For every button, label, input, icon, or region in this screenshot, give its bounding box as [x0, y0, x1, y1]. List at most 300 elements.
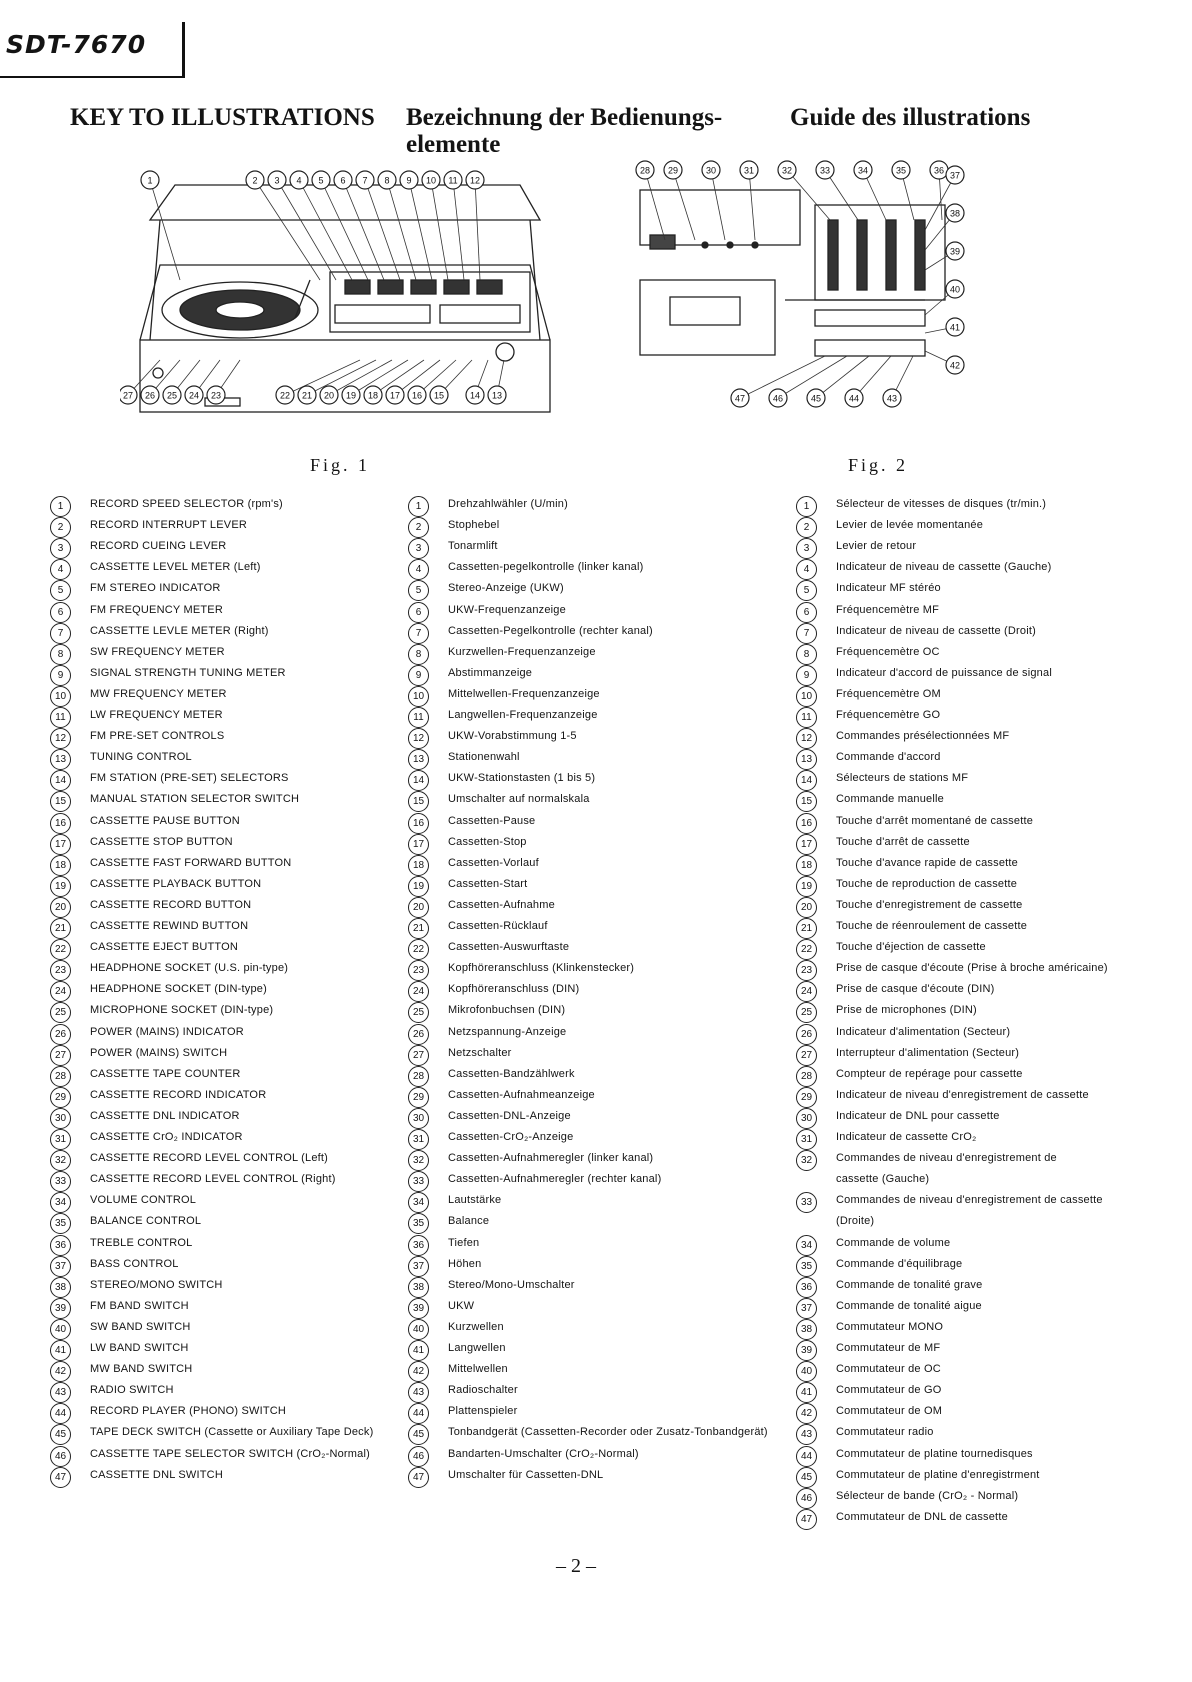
legend-label: CASSETTE EJECT BUTTON — [90, 941, 239, 954]
legend-number: 37 — [796, 1298, 817, 1319]
legend-number: 38 — [50, 1277, 71, 1298]
legend-label: VOLUME CONTROL — [90, 1194, 197, 1207]
legend-number: 32 — [796, 1150, 817, 1171]
callout-label: 20 — [323, 390, 335, 401]
legend-label: UKW-Stationstasten (1 bis 5) — [448, 772, 596, 785]
legend-number: 20 — [796, 897, 817, 918]
legend-number: 1 — [408, 496, 429, 517]
legend-label: Commutateur de DNL de cassette — [836, 1510, 1008, 1523]
legend-label: POWER (MAINS) SWITCH — [90, 1046, 228, 1059]
legend-number: 12 — [796, 728, 817, 749]
legend-label: Cassetten-Pegelkontrolle (rechter kanal) — [448, 624, 653, 637]
legend-number: 4 — [408, 559, 429, 580]
legend-label: CASSETTE DNL SWITCH — [90, 1468, 223, 1481]
callout-label: 19 — [345, 390, 357, 401]
callout-leader — [749, 170, 755, 240]
legend-number: 35 — [50, 1213, 71, 1234]
legend-number: 20 — [50, 897, 71, 918]
callout-leader — [711, 170, 725, 240]
legend-label: Mittelwellen — [448, 1363, 508, 1376]
legend-label: Bandarten-Umschalter (CrO₂-Normal) — [448, 1447, 639, 1460]
legend-label: Commutateur de MF — [836, 1342, 941, 1354]
callout-leader — [475, 180, 480, 280]
legend-label: Mikrofonbuchsen (DIN) — [448, 1004, 566, 1017]
legend-number: 3 — [50, 538, 71, 559]
legend-number: 3 — [796, 538, 817, 559]
legend-number: 8 — [408, 644, 429, 665]
legend-number: 31 — [408, 1129, 429, 1150]
callout-label: 37 — [949, 170, 961, 181]
legend-label: HEADPHONE SOCKET (DIN-type) — [90, 983, 267, 996]
legend-label: Cassetten-CrO₂-Anzeige — [448, 1131, 574, 1143]
legend-number: 11 — [408, 707, 429, 728]
legend-label: Commande de tonalité grave — [836, 1278, 983, 1291]
legend-label: Commandes de niveau d'enregistrement de cassette — [836, 1194, 1103, 1207]
legend-label: Commutateur radio — [836, 1426, 934, 1439]
figure-1-caption: Fig. 1 — [310, 455, 371, 475]
legend-number: 1 — [796, 496, 817, 517]
legend-label: Touche d'arrêt momentané de cassette — [836, 814, 1034, 827]
legend-number: 3 — [408, 538, 429, 559]
legend-number: 15 — [408, 791, 429, 812]
legend-number: 40 — [50, 1319, 71, 1340]
legend-label: CASSETTE STOP BUTTON — [90, 835, 233, 848]
legend-label: CASSETTE RECORD INDICATOR — [90, 1088, 267, 1101]
legend-label: RECORD CUEING LEVER — [90, 540, 227, 553]
heading-german-line1: Bezeichnung der Bedienungs- — [406, 104, 723, 131]
legend-label: Indicateur de niveau de cassette (Droit) — [836, 624, 1036, 637]
legend-label: Indicateur de niveau d'enregistrement de cassette — [836, 1088, 1089, 1101]
legend-number: 10 — [796, 686, 817, 707]
legend-label: Compteur de repérage pour cassette — [836, 1067, 1023, 1080]
callout-label: 43 — [886, 393, 898, 404]
legend-label: Abstimmanzeige — [448, 666, 533, 679]
legend-number: 22 — [796, 939, 817, 960]
legend-number: 31 — [50, 1129, 71, 1150]
legend-label: Commandes présélectionnées MF — [836, 730, 1010, 743]
legend-label: Levier de levée momentanée — [836, 519, 984, 532]
legend-label: Commutateur de GO — [836, 1384, 942, 1397]
callout-leader — [365, 180, 400, 280]
callout-label: 45 — [810, 393, 822, 404]
legend-number: 6 — [408, 602, 429, 623]
legend-number: 5 — [50, 580, 71, 601]
legend-number: 14 — [408, 770, 429, 791]
legend-number: 5 — [408, 580, 429, 601]
legend-number: 30 — [408, 1108, 429, 1129]
callout-label: 16 — [411, 390, 423, 401]
legend-number: 42 — [50, 1361, 71, 1382]
legend-number: 4 — [50, 559, 71, 580]
callout-label: 8 — [384, 175, 390, 186]
legend-number: 25 — [50, 1002, 71, 1023]
legend-number: 29 — [796, 1087, 817, 1108]
legend-label: RADIO SWITCH — [90, 1384, 174, 1397]
legend-number: 15 — [796, 791, 817, 812]
legend-number: 44 — [408, 1403, 429, 1424]
callout-label: 44 — [848, 393, 860, 404]
legend-number: 13 — [408, 749, 429, 770]
callout-label: 31 — [743, 165, 755, 176]
legend-number: 36 — [408, 1235, 429, 1256]
legend-number: 37 — [408, 1256, 429, 1277]
legend-number: 29 — [50, 1087, 71, 1108]
callout-label: 32 — [781, 165, 793, 176]
legend-number: 28 — [408, 1066, 429, 1087]
legend-label: Kopfhöreranschluss (DIN) — [448, 983, 580, 996]
callout-label: 15 — [433, 390, 445, 401]
legend-label: Kurzwellen-Frequenzanzeige — [448, 645, 596, 658]
callout-label: 40 — [949, 284, 961, 295]
legend-label: Mittelwellen-Frequenzanzeige — [448, 687, 600, 700]
legend-label: Fréquencemètre MF — [836, 603, 940, 616]
legend-number: 46 — [50, 1446, 71, 1467]
callout-label: 17 — [389, 390, 401, 401]
legend-number: 35 — [796, 1256, 817, 1277]
legend-number: 13 — [796, 749, 817, 770]
legend-number: 9 — [408, 665, 429, 686]
legend-number: 21 — [408, 918, 429, 939]
callout-label: 5 — [318, 175, 324, 186]
legend-label: RECORD INTERRUPT LEVER — [90, 519, 247, 532]
legend-label: CASSETTE TAPE SELECTOR SWITCH (CrO₂-Normal) — [90, 1447, 370, 1460]
legend-number: 45 — [408, 1424, 429, 1445]
legend-number: 17 — [796, 834, 817, 855]
legend-label: Prise de casque d'écoute (DIN) — [836, 983, 995, 996]
legend-label: Commutateur de OC — [836, 1363, 941, 1376]
legend-label: Prise de casque d'écoute (Prise à broche américaine) — [836, 962, 1108, 975]
legend-label: Sélecteurs de stations MF — [836, 772, 969, 785]
legend-number: 32 — [408, 1150, 429, 1171]
legend-label: Cassetten-Bandzählwerk — [448, 1067, 575, 1080]
fig2-source-switches — [815, 340, 925, 356]
legend-number: 18 — [50, 855, 71, 876]
legend-number: 10 — [408, 686, 429, 707]
legend-number: 6 — [796, 602, 817, 623]
callout-label: 29 — [667, 165, 679, 176]
legend-number: 7 — [50, 623, 71, 644]
legend-label: Cassetten-Aufnahme — [448, 898, 555, 911]
callout-label: 41 — [949, 322, 961, 333]
legend-label: Cassetten-Aufnahmeregler (linker kanal) — [448, 1152, 654, 1165]
legend-number: 42 — [796, 1403, 817, 1424]
legend-number: 43 — [796, 1424, 817, 1445]
callout-label: 14 — [469, 390, 481, 401]
legend-number: 17 — [50, 834, 71, 855]
legend-number: 34 — [796, 1235, 817, 1256]
legend-label: SW FREQUENCY METER — [90, 645, 225, 658]
legend-number: 25 — [796, 1002, 817, 1023]
legend-label: Cassetten-pegelkontrolle (linker kanal) — [448, 561, 644, 574]
legend-label: CASSETTE FAST FORWARD BUTTON — [90, 856, 292, 869]
legend-label: Touche de réenroulement de cassette — [836, 920, 1028, 932]
legend-label: RECORD SPEED SELECTOR (rpm's) — [90, 498, 283, 510]
legend-label: STEREO/MONO SWITCH — [90, 1278, 223, 1291]
legend-label: Interrupteur d'alimentation (Secteur) — [836, 1046, 1020, 1059]
callout-label: 7 — [362, 175, 368, 186]
legend-label: Fréquencemètre GO — [836, 709, 941, 721]
legend-label: Drehzahlwähler (U/min) — [448, 498, 568, 510]
legend-number: 12 — [50, 728, 71, 749]
legend-label: Netzschalter — [448, 1046, 512, 1059]
legend-number: 40 — [408, 1319, 429, 1340]
legend-number: 27 — [50, 1045, 71, 1066]
legend-number: 26 — [50, 1024, 71, 1045]
legend-number: 39 — [50, 1298, 71, 1319]
legend-number: 17 — [408, 834, 429, 855]
legend-label: Sélecteur de vitesses de disques (tr/min.) — [836, 498, 1047, 510]
callout-label: 9 — [406, 175, 412, 186]
legend-label: Umschalter auf normalskala — [448, 793, 590, 806]
legend-number: 21 — [796, 918, 817, 939]
legend-number: 13 — [50, 749, 71, 770]
legend-label: Balance — [448, 1215, 490, 1228]
legend-number: 16 — [50, 813, 71, 834]
legend-number: 18 — [796, 855, 817, 876]
legend-label: Cassetten-DNL-Anzeige — [448, 1109, 571, 1122]
model-number: SDT-7670 — [6, 30, 147, 59]
legend-number: 44 — [50, 1403, 71, 1424]
callout-label: 12 — [469, 175, 481, 186]
legend-label: UKW-Vorabstimmung 1-5 — [448, 730, 577, 743]
legend-number: 4 — [796, 559, 817, 580]
legend-label: Commandes de niveau d'enregistrement de — [836, 1152, 1057, 1165]
legend-label: FM PRE-SET CONTROLS — [90, 730, 225, 743]
legend-label: Plattenspieler — [448, 1405, 518, 1418]
legend-number: 28 — [796, 1066, 817, 1087]
callout-leader — [673, 170, 695, 240]
legend-number: 32 — [50, 1150, 71, 1171]
legend-number: 47 — [50, 1467, 71, 1488]
callout-label: 4 — [296, 175, 302, 186]
callout-label: 6 — [340, 175, 346, 186]
callout-label: 3 — [274, 175, 280, 186]
callout-label: 28 — [639, 165, 651, 176]
legend-label: Cassetten-Aufnahmeregler (rechter kanal) — [448, 1173, 662, 1186]
legend-label: Cassetten-Aufnahmeanzeige — [448, 1088, 595, 1101]
legend-number: 24 — [408, 981, 429, 1002]
legend-label: Netzspannung-Anzeige — [448, 1025, 567, 1038]
legend-number: 34 — [50, 1192, 71, 1213]
legend-label-continued: (Droite) — [836, 1215, 875, 1228]
callout-label: 33 — [819, 165, 831, 176]
legend-number: 38 — [796, 1319, 817, 1340]
legend-label: BASS CONTROL — [90, 1257, 179, 1270]
callout-label: 38 — [949, 208, 961, 219]
legend-label: CASSETTE RECORD BUTTON — [90, 898, 252, 911]
legend-number: 41 — [796, 1382, 817, 1403]
legend-label: Cassetten-Stop — [448, 835, 527, 848]
callout-label: 13 — [491, 390, 503, 401]
legend-label: TAPE DECK SWITCH (Cassette or Auxiliary Tape Deck) — [90, 1426, 374, 1439]
legend-number: 6 — [50, 602, 71, 623]
legend-label: Indicateur de cassette CrO₂ — [836, 1131, 977, 1143]
legend-label: Commutateur de platine tournedisques — [836, 1447, 1033, 1460]
legend-label: TUNING CONTROL — [90, 751, 192, 764]
legend-number: 30 — [50, 1108, 71, 1129]
legend-number: 42 — [408, 1361, 429, 1382]
legend-label: Touche de reproduction de cassette — [836, 877, 1018, 890]
legend-label-continued: cassette (Gauche) — [836, 1173, 930, 1186]
legend-number: 43 — [408, 1382, 429, 1403]
legend-label: Commutateur de OM — [836, 1405, 943, 1418]
legend-label: Commande d'équilibrage — [836, 1257, 963, 1270]
legend-label: Cassetten-Rücklauf — [448, 920, 548, 932]
legend-number: 36 — [796, 1277, 817, 1298]
legend-number: 23 — [50, 960, 71, 981]
legend-number: 23 — [796, 960, 817, 981]
legend-number: 37 — [50, 1256, 71, 1277]
legend-label: Kopfhöreranschluss (Klinkenstecker) — [448, 962, 635, 975]
legend-label: Kurzwellen — [448, 1320, 504, 1333]
legend-number: 28 — [50, 1066, 71, 1087]
legend-label: Indicateur de niveau de cassette (Gauche) — [836, 561, 1052, 574]
legend-number: 14 — [796, 770, 817, 791]
callout-leader — [387, 180, 416, 280]
legend-number: 43 — [50, 1382, 71, 1403]
legend-label: CASSETTE DNL INDICATOR — [90, 1109, 240, 1122]
legend-label: UKW-Frequenzanzeige — [448, 603, 566, 616]
legend-number: 39 — [408, 1298, 429, 1319]
legend-label: Indicateur d'accord de puissance de signal — [836, 666, 1052, 679]
legend-label: HEADPHONE SOCKET (U.S. pin-type) — [90, 962, 289, 975]
legend-label: CASSETTE LEVLE METER (Right) — [90, 624, 269, 637]
legend-label: RECORD PLAYER (PHONO) SWITCH — [90, 1405, 287, 1418]
legend-number: 41 — [408, 1340, 429, 1361]
legend-number: 18 — [408, 855, 429, 876]
legend-label: Touche d'avance rapide de cassette — [836, 856, 1018, 869]
legend-number: 31 — [796, 1129, 817, 1150]
callout-label: 36 — [933, 165, 945, 176]
legend-number: 34 — [408, 1192, 429, 1213]
legend-number: 5 — [796, 580, 817, 601]
legend-label: Stophebel — [448, 519, 500, 532]
legend-number: 30 — [796, 1108, 817, 1129]
legend-number: 45 — [796, 1467, 817, 1488]
legend-number: 41 — [50, 1340, 71, 1361]
callout-leader — [255, 180, 320, 280]
legend-number: 19 — [408, 876, 429, 897]
callout-label: 11 — [448, 175, 458, 186]
callout-leader — [409, 180, 432, 280]
callout-label: 1 — [147, 175, 153, 186]
legend-number: 45 — [50, 1424, 71, 1445]
legend-number: 11 — [50, 707, 71, 728]
callout-leader — [431, 180, 448, 280]
legend-label: Commande de volume — [836, 1236, 951, 1249]
legend-label: Commande de tonalité aigue — [836, 1299, 982, 1312]
callout-label: 46 — [772, 393, 784, 404]
legend-number: 19 — [50, 876, 71, 897]
callout-label: 18 — [367, 390, 379, 401]
fig2-cassette — [640, 280, 775, 355]
legend-label: BALANCE CONTROL — [90, 1215, 202, 1228]
legend-number: 16 — [796, 813, 817, 834]
legend-label: CASSETTE PLAYBACK BUTTON — [90, 877, 262, 890]
legend-number: 39 — [796, 1340, 817, 1361]
callout-label: 10 — [425, 175, 437, 186]
legend-label: TREBLE CONTROL — [90, 1236, 193, 1249]
legend-number: 10 — [50, 686, 71, 707]
callout-label: 2 — [252, 175, 258, 186]
legend-label: Cassetten-Start — [448, 877, 528, 890]
legend-number: 8 — [796, 644, 817, 665]
legend-label: Umschalter für Cassetten-DNL — [448, 1468, 604, 1481]
legend-label: FM STATION (PRE-SET) SELECTORS — [90, 772, 289, 785]
legend-label: SIGNAL STRENGTH TUNING METER — [90, 666, 286, 679]
figure-2-caption: Fig. 2 — [848, 455, 909, 475]
fig2-band-switches — [815, 310, 925, 326]
legend-number: 9 — [796, 665, 817, 686]
legend-number: 24 — [50, 981, 71, 1002]
legend-label: Levier de retour — [836, 540, 917, 553]
legend-label: LW FREQUENCY METER — [90, 709, 223, 721]
legend-number: 14 — [50, 770, 71, 791]
callout-label: 25 — [166, 390, 178, 401]
legend-number: 26 — [796, 1024, 817, 1045]
legend-label: Stereo-Anzeige (UKW) — [448, 582, 564, 595]
legend-number: 35 — [408, 1213, 429, 1234]
figure-2-drawing — [635, 160, 1055, 455]
legend-number: 9 — [50, 665, 71, 686]
legend-number: 16 — [408, 813, 429, 834]
legend-number: 2 — [796, 517, 817, 538]
legend-number: 25 — [408, 1002, 429, 1023]
legend-label: Langwellen — [448, 1342, 506, 1354]
callout-label: 35 — [895, 165, 907, 176]
legend-number: 1 — [50, 496, 71, 517]
legend-number: 27 — [408, 1045, 429, 1066]
legend-label: Cassetten-Auswurftaste — [448, 941, 570, 954]
callout-label: 27 — [122, 390, 134, 401]
figure-1-callouts — [120, 160, 570, 455]
legend-label: UKW — [448, 1299, 475, 1312]
legend-number: 26 — [408, 1024, 429, 1045]
legend-label: Commutateur MONO — [836, 1320, 944, 1333]
legend-label: CASSETTE PAUSE BUTTON — [90, 814, 240, 827]
callout-leader — [343, 180, 384, 280]
legend-label: LW BAND SWITCH — [90, 1342, 189, 1354]
legend-label: Tonarmlift — [448, 540, 498, 553]
legend-label: Höhen — [448, 1257, 482, 1270]
callout-leader — [329, 360, 392, 395]
callout-label: 24 — [188, 390, 200, 401]
heading-english: KEY TO ILLUSTRATIONS — [70, 104, 375, 131]
legend-label: Fréquencemètre OC — [836, 645, 940, 658]
legend-number: 20 — [408, 897, 429, 918]
callout-label: 34 — [857, 165, 869, 176]
legend-number: 22 — [408, 939, 429, 960]
legend-label: Fréquencemètre OM — [836, 687, 941, 700]
legend-label: Tiefen — [448, 1236, 480, 1249]
callout-label: 21 — [301, 390, 313, 401]
legend-number: 15 — [50, 791, 71, 812]
legend-label: Radioschalter — [448, 1384, 518, 1397]
legend-label: FM STEREO INDICATOR — [90, 582, 221, 595]
legend-number: 46 — [796, 1488, 817, 1509]
legend-number: 38 — [408, 1277, 429, 1298]
legend-label: Commande manuelle — [836, 793, 944, 806]
legend-label: Stereo/Mono-Umschalter — [448, 1278, 575, 1291]
legend-number: 47 — [408, 1467, 429, 1488]
legend-label: MANUAL STATION SELECTOR SWITCH — [90, 793, 300, 806]
callout-leader — [453, 180, 464, 280]
legend-label: CASSETTE RECORD LEVEL CONTROL (Left) — [90, 1152, 329, 1165]
legend-label: Prise de microphones (DIN) — [836, 1004, 977, 1017]
callout-leader — [645, 170, 665, 240]
legend-label: Cassetten-Pause — [448, 814, 536, 827]
heading-german-line2: elemente — [406, 131, 501, 158]
